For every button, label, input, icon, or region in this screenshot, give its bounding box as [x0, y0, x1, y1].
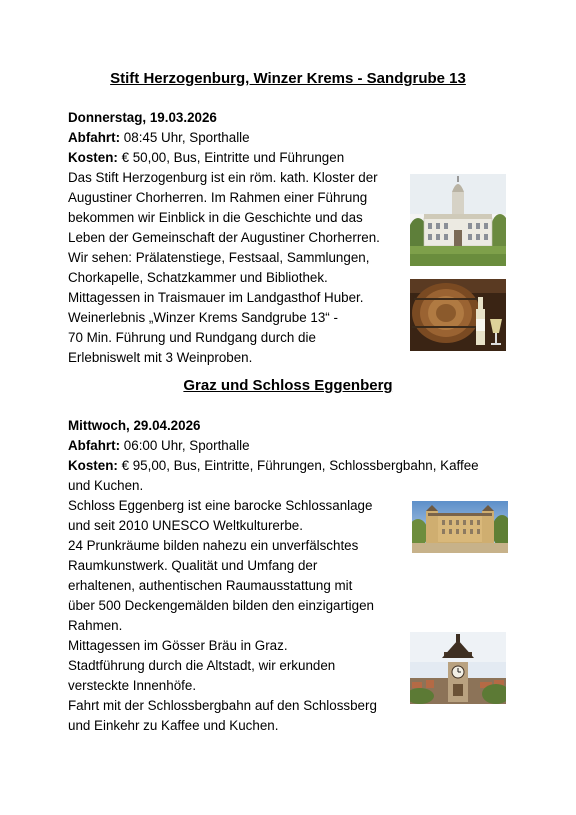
wine-cellar-photo [410, 279, 506, 351]
trip2-date: Mittwoch, 29.04.2026 [68, 418, 201, 433]
departure-label: Abfahrt: [68, 130, 121, 145]
trip2-text-line: Mittagessen im Gösser Bräu in Graz. [68, 638, 288, 653]
trip1-text-line: Weinerlebnis „Winzer Krems Sandgrube 13“ - [68, 310, 338, 325]
trip2-text-line: und seit 2010 UNESCO Weltkulturerbe. [68, 518, 303, 533]
trip2-text-line: und Einkehr zu Kaffee und Kuchen. [68, 718, 279, 733]
trip2-title: Graz und Schloss Eggenberg [183, 377, 393, 394]
trip1-text-line: Chorkapelle, Schatzkammer und Bibliothek. [68, 270, 328, 285]
trip2-text-line: über 500 Deckengemälden bilden den einzigartigen [68, 598, 374, 613]
trip1-cost [68, 148, 344, 167]
trip1-date: Donnerstag, 19.03.2026 [68, 110, 217, 125]
trip2-text-line: und Kuchen. [68, 478, 144, 493]
trip1-text-line: Erlebniswelt mit 3 Weinproben. [68, 350, 253, 365]
trip1-text-line: Das Stift Herzogenburg ist ein röm. kath. Kloster der [68, 170, 378, 185]
trip2-text-line: Raumkunstwerk. Qualität und Umfang der [68, 558, 318, 573]
trip2-text-line: 24 Prunkräume bilden nahezu ein unverfälschtes [68, 538, 359, 553]
trip2-cost [68, 456, 479, 475]
cost-label: Kosten: [68, 150, 118, 165]
schloss-eggenberg-photo [412, 501, 508, 553]
cost-value: € 95,00, Bus, Eintritte, Führungen, Schlossbergbahn, Kaffee [117, 458, 479, 473]
trip1-text-line: Wir sehen: Prälatenstiege, Festsaal, Sammlungen, [68, 250, 370, 265]
trip1-departure [68, 128, 250, 147]
trip2-text-line: Rahmen. [68, 618, 123, 633]
trip2-text-line: Schloss Eggenberg ist eine barocke Schlossanlage [68, 498, 373, 513]
departure-value: 06:00 Uhr, Sporthalle [120, 438, 250, 453]
trip1-text-line: Augustiner Chorherren. Im Rahmen einer Führung [68, 190, 368, 205]
cost-value: € 50,00, Bus, Eintritte und Führungen [117, 150, 345, 165]
stift-herzogenburg-photo [410, 174, 506, 266]
cost-label: Kosten: [68, 458, 118, 473]
departure-label: Abfahrt: [68, 438, 121, 453]
trip2-text-line: erhaltenen, authentischen Raumausstattung mit [68, 578, 353, 593]
trip2-text-line: versteckte Innenhöfe. [68, 678, 197, 693]
trip2-departure [68, 436, 250, 455]
trip1-text-line: bekommen wir Einblick in die Geschichte und das [68, 210, 363, 225]
trip2-text-line: Stadtführung durch die Altstadt, wir erkunden [68, 658, 336, 673]
trip1-text-line: 70 Min. Führung und Rundgang durch die [68, 330, 316, 345]
graz-clocktower-photo [410, 632, 506, 704]
trip1-title: Stift Herzogenburg, Winzer Krems - Sandgrube 13 [110, 70, 466, 87]
trip1-text-line: Leben der Gemeinschaft der Augustiner Chorherren. [68, 230, 380, 245]
trip1-text-line: Mittagessen in Traismauer im Landgasthof Huber. [68, 290, 364, 305]
trip2-text-line: Fahrt mit der Schlossbergbahn auf den Schlossberg [68, 698, 377, 713]
departure-value: 08:45 Uhr, Sporthalle [120, 130, 250, 145]
